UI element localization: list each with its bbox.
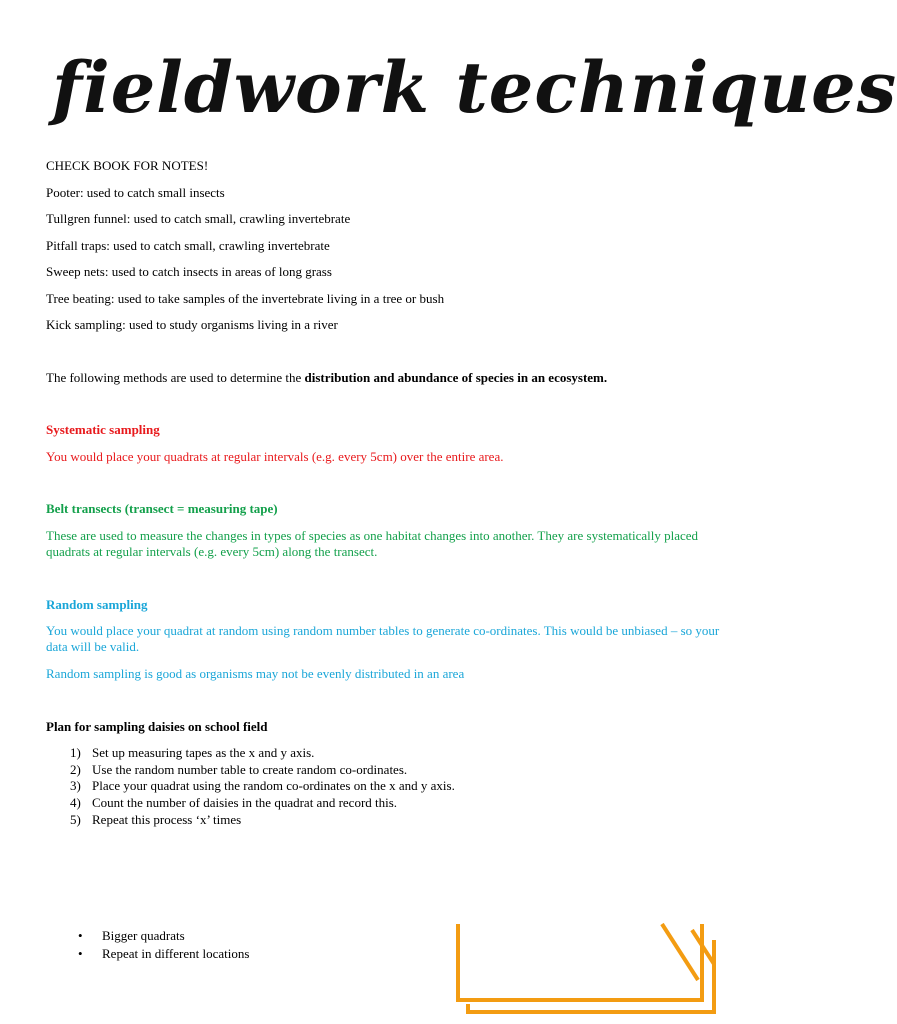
step-number: 1) — [70, 745, 81, 760]
step-number: 3) — [70, 778, 81, 794]
random-text-2: Random sampling is good as organisms may not be evenly distributed in an area — [46, 666, 465, 681]
list-item — [78, 945, 249, 963]
list-item — [70, 762, 455, 779]
bullet-text: Bigger quadrats — [102, 928, 185, 943]
list-item — [78, 927, 249, 945]
step-text: Place your quadrat using the random co-ordinates on the x and y axis. — [92, 778, 455, 794]
step-text: Use the random number table to create random co-ordinates. — [92, 761, 408, 777]
kick-sampling-line: Kick sampling: used to study organisms living in a river — [46, 317, 338, 332]
plan-heading: Plan for sampling daisies on school field — [46, 719, 268, 734]
list-item — [70, 795, 455, 812]
bullet-text: Repeat in different locations — [102, 946, 250, 961]
systematic-text: You would place your quadrats at regular intervals (e.g. every 5cm) over the entire area. — [46, 449, 504, 464]
random-heading: Random sampling — [46, 597, 148, 612]
plan-steps-list — [70, 745, 455, 829]
pooter-line: Pooter: used to catch small insects — [46, 185, 225, 200]
bullet-icon: • — [78, 946, 83, 961]
step-number: 4) — [70, 795, 81, 811]
improvements-list — [78, 927, 249, 963]
random-text: You would place your quadrat at random using random number tables to generate co-ordinates. This would be unbiased – so your data will be valid. — [46, 623, 720, 654]
methods-intro-text: The following methods are used to determine the — [46, 370, 305, 385]
belt-heading: Belt transects (transect = measuring tape) — [46, 501, 278, 516]
tree-beating-line: Tree beating: used to take samples of the invertebrate living in a tree or bush — [46, 291, 445, 306]
pitfall-traps-line: Pitfall traps: used to catch small, crawling invertebrate — [46, 238, 330, 253]
step-text: Set up measuring tapes as the x and y axis. — [92, 745, 315, 760]
methods-intro — [46, 370, 607, 386]
list-item — [70, 812, 455, 829]
stacked-paper-frame-icon — [452, 924, 722, 1024]
sweep-nets-line: Sweep nets: used to catch insects in areas of long grass — [46, 264, 332, 279]
systematic-heading: Systematic sampling — [46, 422, 160, 437]
step-number: 5) — [70, 811, 81, 827]
step-text: Repeat this process ‘x’ times — [92, 811, 242, 827]
list-item — [70, 745, 455, 762]
step-text: Count the number of daisies in the quadrat and record this. — [92, 795, 398, 811]
methods-intro-bold: distribution and abundance of species in an ecosystem. — [304, 370, 608, 385]
tullgren-funnel-line: Tullgren funnel: used to catch small, crawling invertebrate — [46, 211, 351, 226]
list-item — [70, 778, 455, 795]
page-title: fieldwork techniques — [52, 46, 897, 129]
step-number: 2) — [70, 761, 81, 777]
bullet-icon: • — [78, 928, 83, 943]
check-book-note: CHECK BOOK FOR NOTES! — [46, 158, 209, 173]
belt-text: These are used to measure the changes in types of species as one habitat changes into another. They are systematically placed quadrats at regular intervals (e.g. every 5cm) along the transect. — [46, 528, 699, 559]
